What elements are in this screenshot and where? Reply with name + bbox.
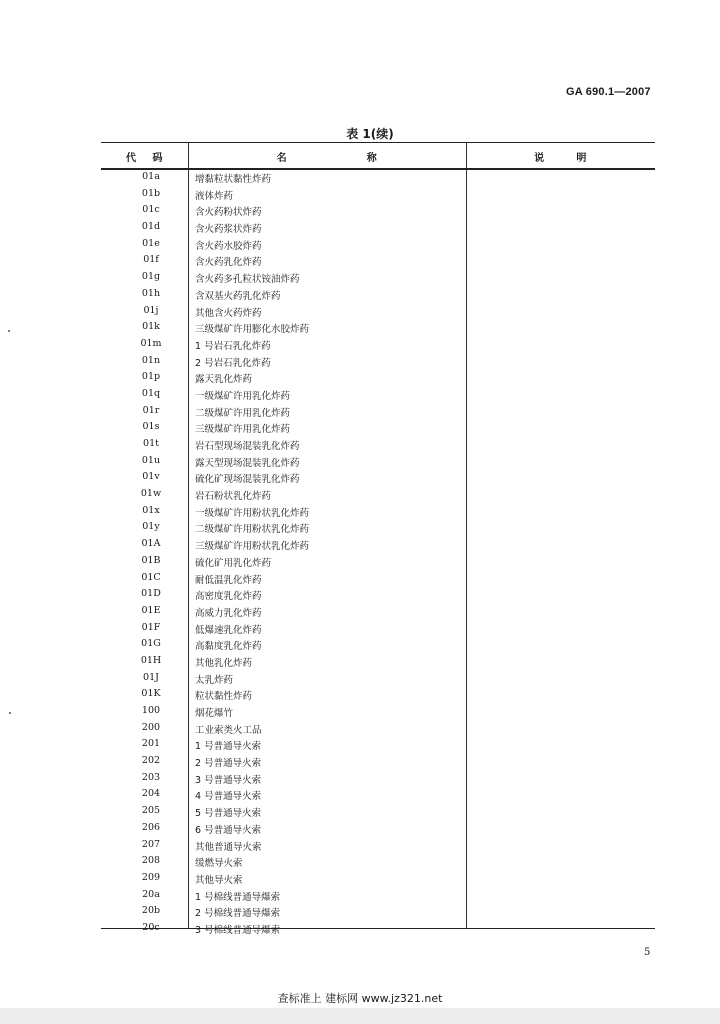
row-name: 露天乳化炸药	[195, 374, 253, 386]
row-code: 203	[141, 771, 161, 783]
table-row	[101, 554, 655, 571]
row-code: 209	[141, 871, 161, 883]
table-row	[101, 520, 655, 537]
row-name: 5 号普通导火索	[195, 808, 262, 820]
table-row	[101, 737, 655, 754]
row-code: 01g	[141, 271, 161, 283]
row-code: 01q	[141, 387, 161, 399]
row-name: 一级煤矿许用乳化炸药	[195, 390, 291, 402]
table-row	[101, 637, 655, 654]
row-name: 4 号普通导火索	[195, 791, 262, 803]
row-name: 烟花爆竹	[195, 708, 234, 719]
row-name: 三级煤矿许用粉状乳化炸药	[195, 541, 310, 553]
row-name: 含火药水胶炸药	[195, 240, 262, 252]
row-code: 01s	[142, 421, 160, 433]
row-name: 耐低温乳化炸药	[195, 574, 262, 586]
row-code: 01f	[143, 254, 159, 266]
table-title: 表 1(续)	[346, 127, 394, 141]
row-code: 01t	[143, 438, 159, 449]
table-row	[101, 654, 655, 671]
row-code: 207	[141, 838, 161, 850]
table-row	[101, 587, 655, 604]
row-code: 01c	[142, 204, 160, 216]
row-name: 1 号棉线普通导爆索	[195, 891, 281, 903]
row-name: 露天型现场混装乳化炸药	[195, 457, 300, 469]
table-row	[101, 220, 655, 237]
header-note: 说 明	[534, 153, 587, 164]
table-row	[101, 504, 655, 521]
table-row	[101, 871, 655, 888]
row-code: 204	[141, 788, 161, 800]
row-name: 硫化矿用乳化炸药	[195, 557, 272, 569]
row-code: 100	[141, 705, 161, 716]
row-code: 01n	[141, 354, 161, 366]
row-code: 205	[141, 805, 161, 817]
row-name: 三级煤矿许用膨化水胶炸药	[195, 324, 310, 336]
row-name: 1 号岩石乳化炸药	[195, 340, 271, 352]
row-name: 二级煤矿许用乳化炸药	[195, 407, 291, 419]
row-code: 01k	[142, 321, 160, 333]
row-name: 工业索类火工品	[195, 724, 262, 736]
row-code: 202	[141, 755, 161, 767]
row-code: 20c	[142, 921, 160, 933]
table-row	[101, 170, 655, 187]
row-code: 01A	[141, 538, 161, 550]
table-row	[101, 320, 655, 337]
row-name: 岩石粉状乳化炸药	[195, 491, 272, 503]
row-name: 其他导火索	[195, 874, 243, 886]
row-code: 01v	[142, 471, 160, 483]
footer-watermark: 查标准上 建标网 www.jz321.net	[277, 992, 443, 1005]
row-name: 其他乳化炸药	[195, 657, 253, 669]
row-code: 01K	[141, 688, 161, 700]
table-row	[101, 704, 655, 721]
row-code: 01m	[140, 337, 162, 349]
row-code: 01a	[142, 171, 160, 182]
table-row	[101, 187, 655, 204]
table-row	[101, 604, 655, 621]
row-code: 01F	[141, 621, 161, 633]
table-row	[101, 804, 655, 821]
table-row	[101, 754, 655, 771]
row-code: 206	[141, 821, 161, 833]
row-code: 01x	[142, 504, 160, 516]
row-code: 01w	[140, 488, 162, 500]
row-code: 20a	[142, 888, 160, 900]
row-code: 01d	[141, 221, 161, 233]
table-row	[101, 454, 655, 471]
row-name: 含火药乳化炸药	[195, 257, 262, 269]
page-number: 5	[644, 947, 651, 958]
table-row	[101, 621, 655, 638]
table-row	[101, 821, 655, 838]
table-row	[101, 287, 655, 304]
table-row	[101, 370, 655, 387]
row-code: 01p	[141, 371, 161, 383]
row-code: 01E	[141, 604, 161, 616]
row-code: 01j	[143, 304, 159, 316]
table-row	[101, 420, 655, 437]
table-row	[101, 921, 655, 938]
row-name: 一级煤矿许用粉状乳化炸药	[195, 507, 310, 519]
table-row	[101, 253, 655, 270]
standard-id: GA 690.1—2007	[566, 86, 651, 98]
table-row	[101, 787, 655, 804]
row-code: 01B	[141, 554, 161, 566]
table-row	[101, 203, 655, 220]
table-row	[101, 354, 655, 371]
row-name: 三级煤矿许用乳化炸药	[195, 424, 291, 436]
table-row	[101, 838, 655, 855]
row-code: 01H	[140, 654, 162, 666]
table-row	[101, 904, 655, 921]
row-code: 01e	[142, 237, 160, 249]
row-code: 201	[141, 738, 161, 750]
row-name: 岩石型现场混装乳化炸药	[195, 441, 300, 452]
row-name: 粒状黏性炸药	[195, 691, 253, 703]
row-code: 01h	[141, 287, 161, 299]
row-name: 太乳炸药	[195, 674, 234, 686]
row-name: 其他普通导火索	[195, 841, 262, 853]
row-name: 二级煤矿许用粉状乳化炸药	[195, 524, 310, 536]
table-row	[101, 487, 655, 504]
row-name: 3 号棉线普通导爆索	[195, 924, 281, 936]
table-row	[101, 304, 655, 321]
table-row	[101, 537, 655, 554]
row-code: 01C	[141, 571, 161, 583]
table-row	[101, 854, 655, 871]
row-name: 缓燃导火索	[195, 858, 243, 870]
header-name: 名 称	[276, 153, 378, 164]
row-name: 含火药多孔粒状铵油炸药	[195, 274, 300, 286]
row-name: 2 号岩石乳化炸药	[195, 357, 271, 369]
bottom-band	[0, 1008, 720, 1024]
scan-speck	[9, 712, 11, 714]
table-row	[101, 671, 655, 688]
row-name: 高威力乳化炸药	[195, 607, 262, 619]
table-row	[101, 270, 655, 287]
row-name: 2 号棉线普通导爆索	[195, 908, 281, 920]
row-code: 01J	[143, 671, 159, 683]
row-name: 增黏粒状黏性炸药	[195, 174, 272, 185]
row-name: 高黏度乳化炸药	[195, 641, 262, 653]
header-code: 代 码	[126, 153, 163, 164]
row-name: 高密度乳化炸药	[195, 591, 262, 603]
row-code: 01b	[141, 187, 161, 199]
table-row	[101, 404, 655, 421]
row-name: 低爆速乳化炸药	[195, 624, 262, 636]
row-code: 200	[141, 721, 161, 733]
table-row	[101, 470, 655, 487]
row-name: 含火药粉状炸药	[195, 207, 262, 219]
table-row	[101, 687, 655, 704]
row-name: 2 号普通导火索	[195, 758, 262, 770]
row-name: 其他含火药炸药	[195, 307, 262, 319]
row-code: 20b	[141, 905, 161, 917]
row-code: 01y	[142, 521, 160, 533]
row-name: 1 号普通导火索	[195, 741, 262, 753]
table-body	[101, 170, 655, 938]
table-row	[101, 437, 655, 454]
table-row	[101, 888, 655, 905]
table-row	[101, 771, 655, 788]
row-name: 6 号普通导火索	[195, 824, 262, 836]
row-code: 01D	[141, 588, 161, 600]
table-row	[101, 337, 655, 354]
scan-speck	[8, 330, 10, 332]
row-code: 208	[141, 855, 161, 867]
table-row	[101, 237, 655, 254]
row-code: 01u	[141, 454, 161, 466]
table-row	[101, 721, 655, 738]
row-name: 硫化矿现场混装乳化炸药	[195, 474, 300, 486]
table-row	[101, 571, 655, 588]
row-code: 01G	[141, 638, 161, 650]
row-name: 含双基火药乳化炸药	[195, 290, 281, 302]
data-table	[101, 142, 655, 936]
table-row	[101, 387, 655, 404]
row-name: 含火药浆状炸药	[195, 224, 262, 236]
row-name: 3 号普通导火索	[195, 774, 262, 786]
row-code: 01r	[142, 404, 160, 416]
row-name: 液体炸药	[195, 190, 234, 202]
